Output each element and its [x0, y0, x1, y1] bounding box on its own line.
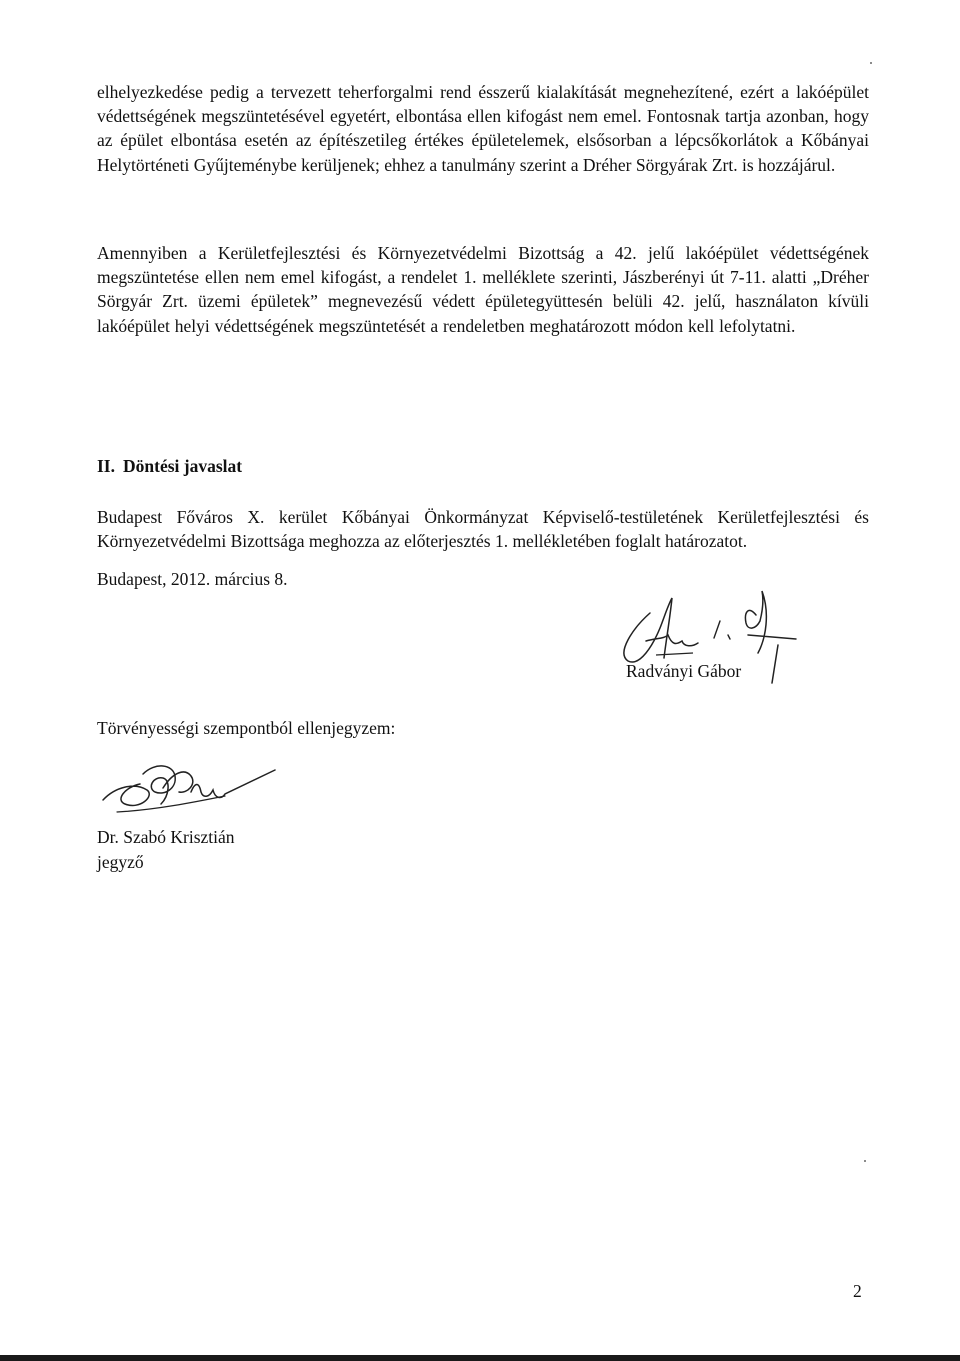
- page-number: 2: [853, 1281, 862, 1301]
- notary-title: jegyző: [97, 852, 144, 872]
- scan-speck: [864, 1160, 866, 1162]
- notary-name: Dr. Szabó Krisztián: [97, 827, 235, 847]
- legal-countersign-label: Törvényességi szempontból ellenjegyzem:: [97, 718, 396, 738]
- condition-paragraph: Amennyiben a Kerületfejlesztési és Környezetvédelmi Bizottság a 42. jelű lakóépület védettségének megszüntetése ellen nem emel kifogást, a rendelet 1. melléklete szerinti, Jászberényi út 7-11. alatti „Dréher Sörgyár Zrt. üzemi épületek” megnevezésű védett épületegyüttesén belüli 42. jelű, használaton kívüli lakóépület helyi védettségének megszüntetését a rendeletben meghatározott módon kell lefolytatni.: [97, 243, 869, 336]
- section-number: II.: [97, 456, 115, 476]
- signer-name: Radványi Gábor: [626, 661, 742, 681]
- section-heading: [97, 456, 242, 477]
- signature-szabo: [95, 752, 295, 832]
- section-title: Döntési javaslat: [123, 456, 243, 476]
- scan-speck: [870, 62, 872, 64]
- scan-edge-bar: [0, 1355, 960, 1361]
- date-line: Budapest, 2012. március 8.: [97, 569, 288, 589]
- decision-paragraph: Budapest Főváros X. kerület Kőbányai Önkormányzat Képviselő-testületének Kerületfejlesztési és Környezetvédelmi Bizottsága meghozza az előterjesztés 1. mellékletében foglalt határozatot.: [97, 507, 869, 552]
- intro-paragraph: elhelyezkedése pedig a tervezett teherforgalmi rend ésszerű kialakítását megnehezítené, ezért a lakóépület védettségének megszüntetésével egyetért, elbontása ellen kifogást nem emel. Fontosnak tartja azonban, hogy az épület elbontása esetén az építészetileg értékes épületelemek, elsősorban a lépcsőkorlátok a Kőbányai Helytörténeti Gyűjteménybe kerüljenek; ehhez a tanulmány szerint a Dréher Sörgyárak Zrt. is hozzájárul.: [97, 82, 869, 175]
